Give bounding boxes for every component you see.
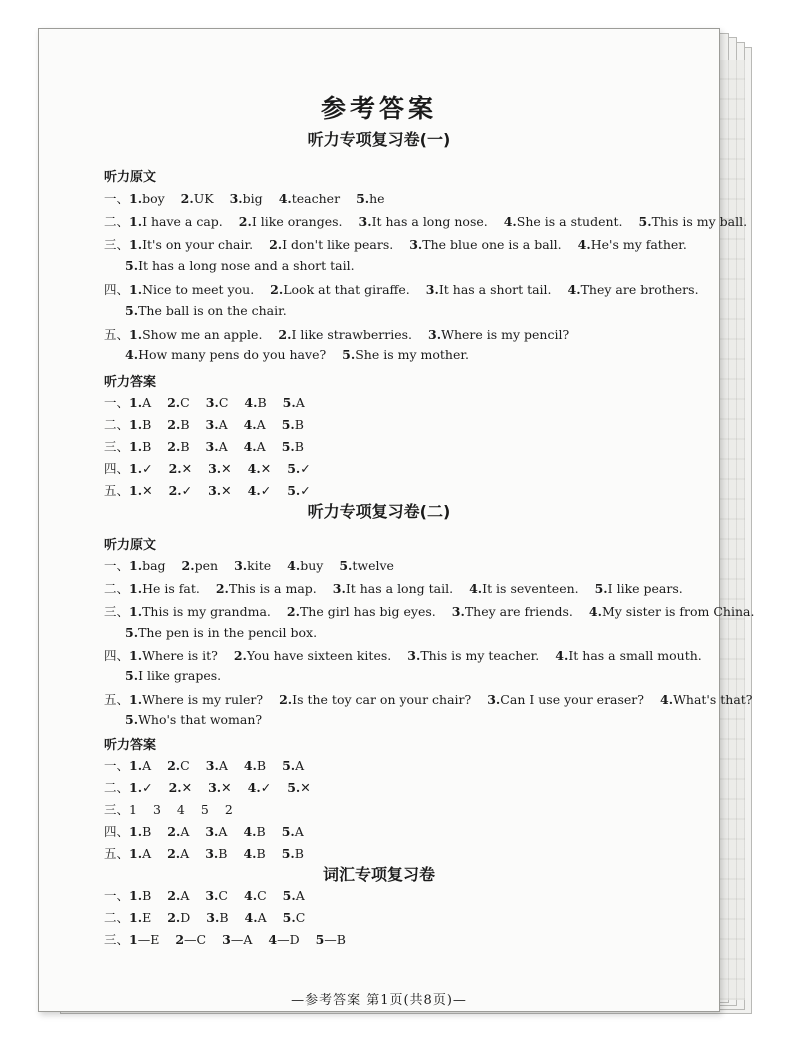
item-answer: It has a short tail.: [438, 282, 552, 297]
item-answer: B: [294, 846, 304, 861]
item-number: 2.: [167, 417, 181, 432]
item-answer: What's that?: [673, 692, 753, 707]
item-number: 2.: [238, 214, 252, 229]
item-number: 3.: [205, 758, 219, 773]
item-answer: B: [294, 439, 304, 454]
item-number: 3.: [332, 581, 346, 596]
item-answer: —E: [137, 932, 160, 947]
answer-line: [125, 347, 469, 362]
item-answer: ✓: [181, 483, 193, 498]
item-number: 2.: [167, 910, 181, 925]
item-number: 2.: [286, 604, 300, 619]
item-number: 1.: [129, 758, 143, 773]
item-number: 4.: [247, 461, 261, 476]
item-number: 3.: [487, 692, 501, 707]
item-number: 3.: [234, 558, 248, 573]
item-answer: The pen is in the pencil box.: [138, 625, 318, 640]
question-group-number: 三、: [104, 237, 130, 252]
item-number: 2.: [278, 327, 292, 342]
answer-line: [125, 668, 221, 683]
item-answer: C: [218, 395, 229, 410]
item-answer: Is the toy car on your chair?: [292, 692, 472, 707]
item-answer: 3: [152, 802, 161, 817]
item-number: 4.: [555, 648, 569, 663]
answer-line: [104, 189, 385, 207]
item-answer: They are brothers.: [580, 282, 699, 297]
item-number: 5.: [339, 558, 353, 573]
item-number: 3.: [229, 191, 243, 206]
answer-line: [104, 690, 753, 708]
question-group-number: 五、: [104, 692, 130, 707]
item-number: 2.: [167, 758, 181, 773]
item-answer: UK: [193, 191, 214, 206]
item-number: 5.: [282, 910, 296, 925]
item-number: 4.: [244, 888, 258, 903]
page-title: 参考答案: [320, 94, 437, 123]
item-number: 1.: [129, 191, 143, 206]
item-number: 5.: [342, 347, 356, 362]
item-number: 3: [222, 932, 231, 947]
question-group-number: 三、: [104, 932, 130, 947]
item-answer: A: [294, 824, 304, 839]
section-heading: 词汇专项复习卷: [322, 865, 435, 884]
item-number: 4.: [247, 780, 261, 795]
item-answer: C: [295, 910, 306, 925]
item-number: 5: [315, 932, 325, 947]
item-number: 3.: [206, 910, 220, 925]
item-answer: This is my ball.: [651, 214, 748, 229]
item-answer: B: [180, 417, 190, 432]
answer-sheet-page: [38, 28, 755, 1012]
question-group-number: 一、: [104, 888, 130, 903]
item-answer: ✕: [221, 461, 232, 476]
item-answer: A: [256, 439, 266, 454]
item-number: 1.: [129, 461, 143, 476]
item-number: 1.: [129, 395, 143, 410]
item-answer: ✓: [300, 483, 311, 498]
item-number: 5.: [282, 888, 296, 903]
item-answer: A: [218, 417, 228, 432]
item-answer: A: [142, 758, 152, 773]
item-answer: —C: [184, 932, 207, 947]
item-answer: D: [180, 910, 191, 925]
item-answer: This is my grandma.: [142, 604, 271, 619]
item-answer: ✓: [142, 461, 153, 476]
item-number: 1.: [129, 237, 143, 252]
answer-line: [125, 258, 355, 273]
item-number: 4.: [243, 758, 257, 773]
item-answer: ✕: [221, 780, 232, 795]
answer-line: [104, 459, 311, 477]
transcript-label: 听力原文: [104, 170, 157, 185]
question-group-number: 二、: [104, 780, 130, 795]
item-answer: I have a cap.: [142, 214, 223, 229]
answers-label: 听力答案: [104, 738, 157, 753]
item-number: 5.: [356, 191, 370, 206]
item-answer: teacher: [291, 191, 341, 206]
item-answer: B: [142, 417, 152, 432]
item-answer: ✕: [221, 483, 232, 498]
item-answer: How many pens do you have?: [138, 347, 327, 362]
item-number: 5.: [281, 439, 295, 454]
answer-line: [104, 822, 304, 840]
item-answer: boy: [142, 191, 165, 206]
item-number: 2.: [167, 846, 181, 861]
answer-line: [104, 602, 754, 620]
item-number: 1.: [129, 327, 143, 342]
item-number: 4.: [503, 214, 517, 229]
item-answer: B: [256, 758, 267, 773]
item-answer: pen: [194, 558, 219, 573]
item-answer: big: [242, 191, 263, 206]
item-answer: Where is my ruler?: [142, 692, 264, 707]
item-number: 5.: [125, 712, 139, 727]
item-answer: ✓: [300, 461, 311, 476]
answer-line: [104, 930, 346, 948]
item-answer: B: [142, 439, 152, 454]
item-number: 5.: [125, 625, 139, 640]
item-answer: B: [256, 846, 266, 861]
item-number: 2: [175, 932, 185, 947]
item-number: 3.: [205, 846, 219, 861]
item-number: 4.: [243, 824, 257, 839]
item-answer: bag: [142, 558, 166, 573]
item-answer: B: [142, 888, 152, 903]
item-number: 1.: [129, 648, 143, 663]
item-answer: ✕: [260, 461, 272, 476]
item-answer: ✕: [142, 483, 153, 498]
answer-line: [104, 800, 233, 818]
item-answer: It has a long nose.: [371, 214, 488, 229]
item-number: 5.: [282, 395, 296, 410]
item-number: 4.: [125, 347, 139, 362]
item-number: 4.: [660, 692, 674, 707]
item-number: 1.: [129, 483, 143, 498]
item-number: 3.: [205, 824, 219, 839]
item-answer: It has a small mouth.: [568, 648, 702, 663]
item-number: 1.: [129, 282, 143, 297]
answers-label: 听力答案: [104, 375, 157, 390]
item-answer: ✓: [260, 483, 272, 498]
question-group-number: 五、: [104, 846, 130, 861]
item-number: 3.: [205, 395, 219, 410]
item-answer: he: [369, 191, 385, 206]
item-answer: A: [295, 395, 305, 410]
item-number: 3.: [208, 780, 222, 795]
item-answer: Where is it?: [142, 648, 218, 663]
question-group-number: 二、: [104, 214, 130, 229]
item-answer: A: [295, 888, 305, 903]
answer-line: [104, 756, 304, 774]
item-number: 4.: [243, 439, 257, 454]
answer-line: [104, 280, 699, 298]
item-number: 3.: [208, 483, 222, 498]
item-number: 5.: [638, 214, 652, 229]
item-answer: It's on your chair.: [142, 237, 254, 252]
question-group-number: 四、: [104, 282, 130, 297]
item-answer: twelve: [352, 558, 394, 573]
item-answer: I like oranges.: [251, 214, 343, 229]
item-number: 5.: [281, 824, 295, 839]
answer-line: [104, 212, 747, 230]
item-answer: Where is my pencil?: [441, 327, 570, 342]
item-number: 5.: [287, 780, 301, 795]
item-number: 5.: [125, 303, 139, 318]
item-number: 2.: [233, 648, 247, 663]
item-number: 3.: [208, 461, 222, 476]
item-answer: C: [180, 395, 190, 410]
item-answer: I like grapes.: [138, 668, 222, 683]
item-answer: It is seventeen.: [482, 581, 579, 596]
item-number: 2.: [168, 780, 182, 795]
item-answer: Nice to meet you.: [142, 282, 255, 297]
item-number: 5.: [281, 417, 295, 432]
item-answer: The ball is on the chair.: [138, 303, 287, 318]
question-group-number: 三、: [104, 439, 130, 454]
question-group-number: 四、: [104, 461, 130, 476]
item-answer: 2: [224, 802, 233, 817]
item-number: 4.: [577, 237, 591, 252]
item-answer: She is a student.: [516, 214, 623, 229]
item-number: 5.: [125, 258, 139, 273]
item-number: 3.: [358, 214, 372, 229]
item-number: 1.: [129, 439, 143, 454]
section-heading: 听力专项复习卷(二): [307, 502, 451, 521]
item-number: 1.: [129, 558, 143, 573]
item-answer: B: [257, 395, 267, 410]
item-answer: A: [257, 910, 267, 925]
answer-line: [104, 325, 569, 343]
item-number: 4.: [243, 846, 257, 861]
answer-line: [104, 778, 311, 796]
question-group-number: 一、: [104, 191, 130, 206]
item-answer: It has a long nose and a short tail.: [138, 258, 355, 273]
item-number: 3.: [205, 888, 219, 903]
question-group-number: 五、: [104, 327, 130, 342]
item-answer: A: [180, 888, 190, 903]
item-number: 3.: [205, 439, 219, 454]
answer-line: [104, 556, 394, 574]
item-number: 1.: [129, 604, 143, 619]
item-number: 5.: [282, 758, 296, 773]
question-group-number: 三、: [104, 604, 130, 619]
item-answer: ✓: [142, 780, 153, 795]
item-answer: B: [218, 846, 228, 861]
item-number: 1.: [129, 846, 143, 861]
item-answer: This is my teacher.: [420, 648, 540, 663]
item-number: 1: [129, 932, 138, 947]
item-answer: kite: [247, 558, 272, 573]
item-answer: Can I use your eraser?: [500, 692, 644, 707]
answer-line: [104, 579, 683, 597]
item-number: 4.: [469, 581, 483, 596]
answer-line: [125, 625, 317, 640]
item-number: 2.: [167, 824, 181, 839]
item-answer: A: [295, 758, 305, 773]
item-number: 2.: [279, 692, 293, 707]
question-group-number: 四、: [104, 648, 130, 663]
item-answer: It has a long tail.: [345, 581, 454, 596]
item-number: 1.: [129, 780, 143, 795]
item-number: 2.: [168, 461, 182, 476]
item-answer: Who's that woman?: [138, 712, 263, 727]
item-answer: B: [256, 824, 266, 839]
item-answer: ✕: [181, 461, 193, 476]
answer-line: [104, 415, 304, 433]
answer-line: [104, 235, 687, 253]
item-answer: ✕: [300, 780, 311, 795]
item-answer: A: [142, 846, 152, 861]
item-number: 2.: [181, 558, 195, 573]
answer-line: [104, 908, 305, 926]
item-answer: B: [142, 824, 152, 839]
item-answer: The girl has big eyes.: [299, 604, 436, 619]
item-number: 5.: [125, 668, 139, 683]
item-answer: You have sixteen kites.: [246, 648, 392, 663]
item-answer: A: [218, 439, 228, 454]
answer-line: [125, 712, 262, 727]
item-number: 2.: [215, 581, 229, 596]
item-number: 1.: [129, 417, 143, 432]
item-answer: B: [180, 439, 190, 454]
item-answer: My sister is from China.: [601, 604, 755, 619]
item-number: 3.: [205, 417, 219, 432]
item-number: 4.: [567, 282, 581, 297]
question-group-number: 二、: [104, 910, 130, 925]
question-group-number: 四、: [104, 824, 130, 839]
item-number: 4.: [244, 395, 258, 410]
item-answer: He's my father.: [590, 237, 687, 252]
question-group-number: 一、: [104, 558, 130, 573]
answer-line: [104, 646, 702, 664]
item-number: 1.: [129, 910, 143, 925]
item-number: 3.: [451, 604, 465, 619]
item-number: 4.: [287, 558, 301, 573]
transcript-label: 听力原文: [104, 538, 157, 553]
item-answer: A: [180, 824, 190, 839]
item-answer: A: [218, 824, 228, 839]
answer-line: [104, 844, 304, 862]
answer-line: [104, 481, 311, 499]
item-answer: B: [294, 417, 304, 432]
item-number: 3.: [425, 282, 439, 297]
question-group-number: 一、: [104, 395, 130, 410]
answer-line: [125, 303, 287, 318]
question-group-number: 二、: [104, 581, 130, 596]
item-number: 4.: [588, 604, 602, 619]
item-answer: ✓: [260, 780, 272, 795]
item-answer: 5: [200, 802, 209, 817]
item-answer: 1: [129, 802, 137, 817]
item-number: 2.: [269, 237, 283, 252]
item-answer: ✕: [181, 780, 193, 795]
item-number: 2.: [167, 439, 181, 454]
item-number: 4.: [247, 483, 261, 498]
item-number: 1.: [129, 214, 143, 229]
item-number: 3.: [407, 648, 421, 663]
item-number: 4.: [243, 417, 257, 432]
item-answer: C: [180, 758, 190, 773]
item-number: 4.: [278, 191, 292, 206]
item-answer: B: [219, 910, 229, 925]
question-group-number: 一、: [104, 758, 130, 773]
item-answer: E: [142, 910, 152, 925]
answer-line: [104, 437, 304, 455]
section-heading: 听力专项复习卷(一): [307, 130, 451, 149]
item-number: 3.: [428, 327, 442, 342]
item-number: 3.: [409, 237, 423, 252]
item-answer: A: [180, 846, 190, 861]
answer-line: [104, 393, 305, 411]
item-answer: The blue one is a ball.: [422, 237, 562, 252]
item-answer: —D: [277, 932, 300, 947]
item-number: 1.: [129, 692, 143, 707]
item-number: 4: [268, 932, 278, 947]
item-number: 4.: [244, 910, 258, 925]
item-number: 2.: [180, 191, 194, 206]
item-answer: A: [256, 417, 266, 432]
item-number: 5.: [287, 461, 301, 476]
item-number: 1.: [129, 824, 143, 839]
item-answer: Show me an apple.: [142, 327, 263, 342]
item-number: 1.: [129, 888, 143, 903]
item-answer: I like pears.: [607, 581, 683, 596]
item-answer: This is a map.: [228, 581, 317, 596]
item-number: 5.: [281, 846, 295, 861]
answer-line: [104, 886, 305, 904]
question-group-number: 五、: [104, 483, 130, 498]
question-group-number: 二、: [104, 417, 130, 432]
item-number: 5.: [287, 483, 301, 498]
item-answer: They are friends.: [464, 604, 573, 619]
item-answer: C: [218, 888, 228, 903]
item-number: 5.: [594, 581, 608, 596]
item-answer: I like strawberries.: [291, 327, 413, 342]
item-answer: 4: [176, 802, 185, 817]
item-number: 2.: [167, 395, 181, 410]
item-answer: —A: [230, 932, 253, 947]
item-answer: She is my mother.: [355, 347, 469, 362]
item-answer: —B: [324, 932, 346, 947]
item-answer: A: [142, 395, 152, 410]
question-group-number: 三、: [104, 802, 130, 817]
item-number: 2.: [168, 483, 182, 498]
item-answer: A: [218, 758, 228, 773]
item-answer: C: [257, 888, 267, 903]
item-number: 1.: [129, 581, 143, 596]
item-number: 2.: [167, 888, 181, 903]
item-answer: buy: [300, 558, 324, 573]
page-footer: —参考答案 第1页(共8页)—: [291, 993, 467, 1008]
item-answer: He is fat.: [142, 581, 200, 596]
item-answer: I don't like pears.: [282, 237, 394, 252]
item-answer: Look at that giraffe.: [283, 282, 410, 297]
item-number: 2.: [270, 282, 284, 297]
